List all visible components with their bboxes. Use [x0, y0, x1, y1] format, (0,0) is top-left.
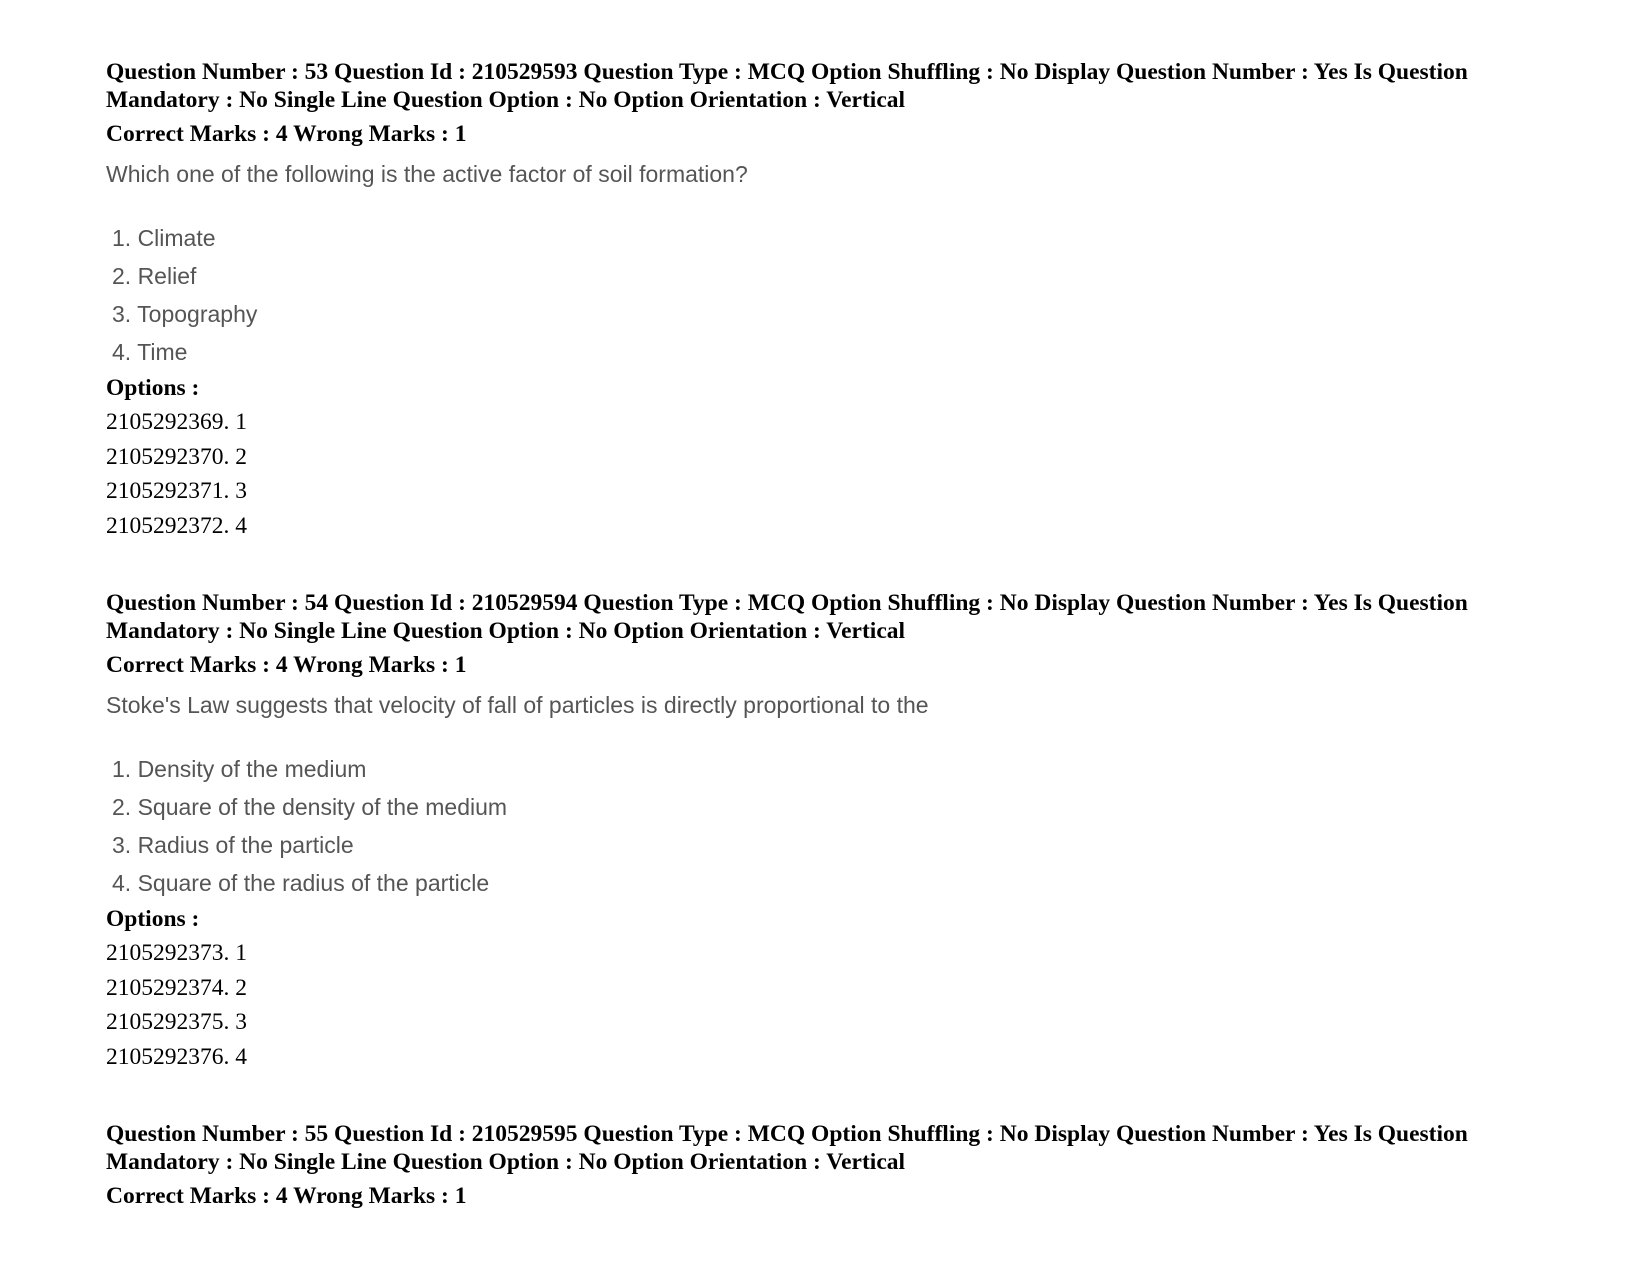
option-id: 2105292373. 1 [106, 940, 247, 966]
answer-choice: 1. Climate [112, 225, 216, 251]
question-paper-page [106, 58, 1576, 1256]
answer-choice: 2. Relief [112, 263, 197, 289]
question-text: Which one of the following is the active factor of soil formation? [106, 161, 748, 187]
option-id: 2105292374. 2 [106, 974, 247, 1001]
answer-choices-list [112, 750, 1576, 902]
question-53 [106, 58, 1576, 543]
option-id: 2105292376. 4 [106, 1043, 247, 1070]
question-marks: Correct Marks : 4 Wrong Marks : 1 [106, 652, 467, 678]
answer-choice: 3. Topography [112, 301, 258, 327]
option-id: 2105292369. 1 [106, 409, 247, 435]
question-55 [106, 1120, 1576, 1210]
option-id: 2105292375. 3 [106, 1009, 247, 1035]
options-label: Options : [106, 906, 200, 932]
answer-choice: 4. Time [112, 339, 188, 365]
answer-choice: 3. Radius of the particle [112, 832, 354, 858]
answer-choice: 1. Density of the medium [112, 756, 367, 782]
question-text: Stoke's Law suggests that velocity of fall of particles is directly proportional to the [106, 692, 929, 718]
question-header: Question Number : 55 Question Id : 210529595 Question Type : MCQ Option Shuffling : No Display Question Number : Yes Is Question Mandatory : No Single Line Question Option : No Option Orientation : Vertical [106, 1121, 1468, 1175]
question-header: Question Number : 54 Question Id : 210529594 Question Type : MCQ Option Shuffling : No Display Question Number : Yes Is Question Mandatory : No Single Line Question Option : No Option Orientation : Vertical [106, 590, 1468, 644]
answer-choice: 4. Square of the radius of the particle [112, 870, 490, 896]
answer-choices-list [112, 219, 1576, 371]
option-id: 2105292371. 3 [106, 478, 247, 504]
option-id-list [106, 936, 1576, 1074]
question-marks: Correct Marks : 4 Wrong Marks : 1 [106, 121, 467, 147]
options-label: Options : [106, 375, 200, 401]
question-54 [106, 589, 1576, 1074]
question-marks: Correct Marks : 4 Wrong Marks : 1 [106, 1183, 467, 1209]
question-header: Question Number : 53 Question Id : 210529593 Question Type : MCQ Option Shuffling : No Display Question Number : Yes Is Question Mandatory : No Single Line Question Option : No Option Orientation : Vertical [106, 59, 1468, 113]
option-id: 2105292370. 2 [106, 443, 247, 470]
option-id-list [106, 405, 1576, 543]
answer-choice: 2. Square of the density of the medium [112, 794, 508, 820]
option-id: 2105292372. 4 [106, 512, 247, 539]
